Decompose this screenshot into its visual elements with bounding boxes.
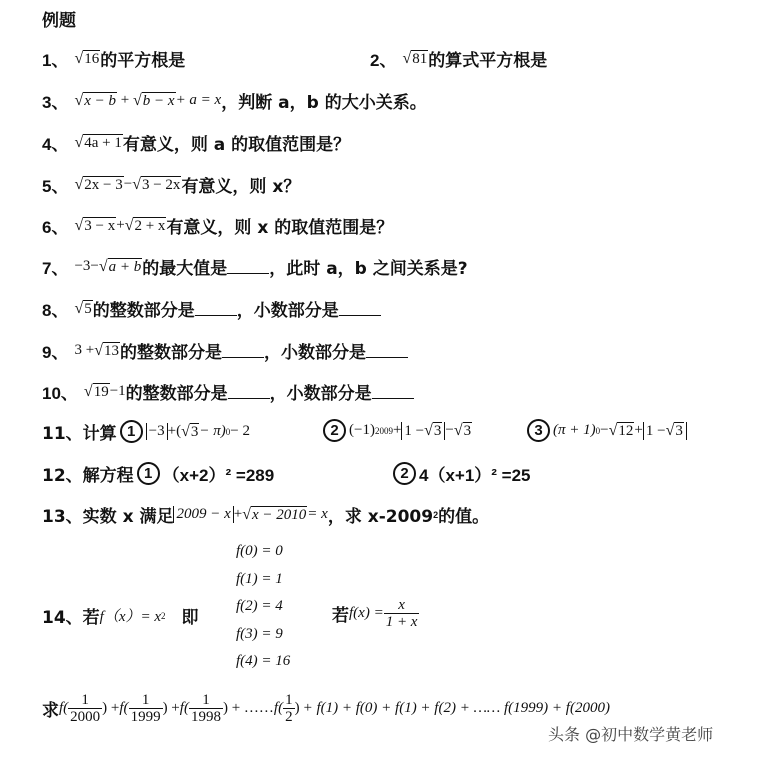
- operator: −: [600, 422, 609, 438]
- q7-text-a: 的最大值是: [142, 259, 228, 279]
- numerator: 1: [202, 692, 210, 708]
- fraction: [68, 692, 102, 725]
- sqrt-expression: √ 3 − x: [74, 216, 116, 234]
- question-14: [42, 603, 199, 628]
- function-call: f(: [59, 700, 69, 716]
- question-6: [42, 213, 393, 238]
- sqrt-expression: √ b − x: [133, 91, 175, 109]
- q13-text-a: 实数 x 满足: [82, 507, 174, 527]
- fraction: [189, 692, 223, 725]
- answer-blank[interactable]: [366, 343, 408, 358]
- question-2: [370, 46, 547, 71]
- q1-text: 的平方根是: [100, 51, 186, 71]
- circled-number-2: 2: [323, 419, 346, 442]
- radicand: 81: [412, 50, 428, 67]
- question-13: [42, 502, 489, 527]
- q4-number: 4、: [42, 135, 69, 154]
- sqrt-expression: √ 13: [94, 341, 119, 359]
- sqrt-expression: √ 3: [665, 421, 683, 439]
- sqrt-expression: √ 5: [74, 299, 92, 317]
- function-value: f(2) = 4: [236, 598, 283, 614]
- abs-value: −3: [146, 423, 168, 440]
- radicand: 2x − 3: [84, 176, 123, 193]
- abs-value: [643, 422, 687, 440]
- sqrt-expression: √ 2 + x: [124, 216, 166, 234]
- question-8: [42, 296, 381, 321]
- q5-number: 5、: [42, 177, 69, 196]
- exponent: 2009: [374, 425, 393, 436]
- function-call: f(: [273, 700, 284, 716]
- denominator: 1 + x: [385, 614, 418, 630]
- expression: − 2: [230, 423, 250, 439]
- denominator: 2000: [70, 709, 101, 725]
- radicand: 3 − x: [84, 217, 116, 234]
- q12-label: 解方程: [82, 466, 134, 486]
- question-11-part-3: [524, 419, 687, 442]
- operator: +: [634, 422, 643, 438]
- q8-text-a: 的整数部分是: [92, 301, 195, 321]
- numerator: x: [398, 597, 405, 613]
- sqrt-expression: √ 3 − 2x: [132, 175, 181, 193]
- q6-text: 有意义，则 x 的取值范围是？: [166, 218, 394, 238]
- q2-number: 2、: [370, 51, 397, 70]
- operator: +: [392, 422, 402, 438]
- operator: ) +: [162, 700, 180, 716]
- radicand: 3: [463, 422, 472, 439]
- question-10: [42, 379, 414, 404]
- q9-prefix: 3 +: [74, 342, 95, 358]
- denominator: 2: [285, 709, 293, 725]
- operator: +: [116, 217, 125, 233]
- exponent: 0: [225, 426, 231, 437]
- q10-suffix: −1: [109, 383, 126, 399]
- exponent: 2: [433, 509, 439, 520]
- equation-1: （x+2）² =289: [162, 466, 275, 485]
- abs-value: 2009 − x: [173, 506, 233, 523]
- function-value: f(1) = 1: [236, 570, 283, 587]
- q7-number: 7、: [42, 259, 69, 278]
- radicand: b − x: [142, 92, 175, 109]
- expression: (π + 1): [553, 422, 596, 438]
- q12-number: 12、: [42, 466, 83, 486]
- q14-ruo-2: 若: [332, 606, 349, 626]
- q2-text: 的算式平方根是: [428, 51, 548, 71]
- q9-text-b: ，小数部分是: [263, 343, 366, 363]
- q1-number: 1、: [42, 51, 69, 70]
- q8-number: 8、: [42, 301, 69, 320]
- watermark: 头条 @初中数学黄老师: [548, 725, 714, 744]
- answer-blank[interactable]: [228, 384, 270, 399]
- q3-number: 3、: [42, 93, 69, 112]
- q14-number: 14、: [42, 608, 83, 628]
- sqrt-expression: √ 3: [453, 421, 472, 439]
- question-1: [42, 46, 185, 71]
- q11-label: 计算: [82, 424, 117, 444]
- q11-number: 11、: [42, 424, 83, 444]
- q6-number: 6、: [42, 218, 69, 237]
- operator: +: [233, 506, 243, 522]
- q3-text: ，判断 a，b 的大小关系。: [221, 93, 427, 113]
- denominator: 1999: [130, 709, 161, 725]
- expression: 1 −: [645, 422, 666, 439]
- q10-text-b: ，小数部分是: [269, 384, 372, 404]
- numerator: 1: [141, 692, 150, 708]
- sqrt-expression: √ x − b: [74, 91, 117, 109]
- question-3: 3、 √ x − b + √ b − x + a = x ，判断 a，b 的大小关系。: [42, 88, 427, 113]
- q4-text: 有意义，则 a 的取值范围是？: [122, 135, 351, 155]
- q13-number: 13、: [42, 507, 83, 527]
- q10-text-a: 的整数部分是: [125, 384, 228, 404]
- abs-value: [401, 422, 445, 440]
- radicand: x − b: [84, 92, 117, 109]
- sqrt-expression: √ a + b: [98, 257, 142, 275]
- sqrt-expression: √ 3: [181, 422, 199, 440]
- q9-text-a: 的整数部分是: [119, 343, 222, 363]
- q10-number: 10、: [42, 384, 78, 403]
- q14-ji: 即: [181, 608, 199, 628]
- circled-number-1: 1: [137, 462, 160, 485]
- page-title: [42, 6, 76, 31]
- sqrt-expression: √ 12: [608, 421, 634, 439]
- function-def-2: f(x) =: [349, 605, 384, 621]
- question-12: [42, 461, 274, 486]
- fraction: [283, 692, 295, 725]
- answer-blank[interactable]: [339, 301, 381, 316]
- exponent: 2: [161, 610, 166, 621]
- sqrt-expression: √ 16: [74, 49, 100, 67]
- q3-tail: + a = x: [175, 92, 222, 108]
- fraction: [129, 692, 163, 725]
- question-4: [42, 130, 350, 155]
- sqrt-expression: √ 3: [424, 421, 442, 439]
- radicand: 4a + 1: [84, 134, 122, 151]
- radicand: 2 + x: [134, 217, 166, 234]
- circled-number-2: 2: [393, 462, 416, 485]
- expression: − π): [199, 423, 226, 439]
- fraction: [384, 597, 420, 630]
- radicand: 5: [84, 300, 92, 317]
- sqrt-expression: √ 19: [83, 382, 109, 400]
- function-call: f(: [179, 700, 189, 716]
- question-12-part-2: [390, 461, 531, 486]
- radicand: 3 − 2x: [141, 176, 181, 193]
- question-11: [42, 419, 250, 444]
- q13-text-c: 的值。: [438, 507, 490, 527]
- function-value: f(0) = 0: [236, 543, 283, 559]
- numerator: 1: [285, 692, 293, 708]
- equals-x: = x: [307, 506, 328, 522]
- answer-blank[interactable]: [227, 259, 269, 274]
- equation-2: 4（x+1）² =25: [419, 466, 531, 485]
- sqrt-expression: √ 4a + 1: [74, 133, 122, 151]
- circled-number-1: 1: [120, 420, 143, 443]
- sqrt-expression: √ 2x − 3: [74, 175, 123, 193]
- operator: ) + ……: [222, 700, 274, 716]
- operator: ) +: [102, 700, 120, 716]
- final-qiu: 求: [42, 701, 59, 721]
- denominator: 1998: [190, 709, 221, 725]
- q7-text-b: ，此时 a，b 之间关系是?: [269, 259, 468, 279]
- question-11-part-2: [320, 419, 472, 442]
- answer-blank[interactable]: [372, 384, 414, 399]
- question-14-part-2: [332, 597, 419, 630]
- radicand: 3: [190, 423, 199, 440]
- question-5: [42, 172, 300, 197]
- q14-ruo: 若: [82, 608, 100, 628]
- q5-text: 有意义，则 x？: [181, 177, 301, 197]
- question-7: [42, 254, 468, 279]
- radicand: 3: [433, 422, 442, 439]
- function-value: f(3) = 9: [236, 625, 283, 642]
- function-def: f（x）= x: [99, 609, 162, 625]
- sqrt-expression: √ x − 2010: [242, 505, 307, 523]
- function-value: f(4) = 16: [236, 653, 291, 669]
- radicand: 12: [618, 422, 634, 439]
- sqrt-expression: √ 81: [402, 49, 428, 67]
- radicand: x − 2010: [252, 506, 307, 523]
- sum-rest: + f(1) + f(0) + f(1) + f(2) + …… f(1999) + f(2000): [302, 700, 610, 716]
- question-9: [42, 338, 408, 363]
- exponent: 0: [595, 425, 601, 436]
- final-question: [42, 692, 610, 725]
- q8-text-b: ，小数部分是: [236, 301, 339, 321]
- circled-number-3: 3: [527, 419, 550, 442]
- radicand: 3: [675, 422, 683, 439]
- radicand: a + b: [108, 258, 142, 275]
- answer-blank[interactable]: [195, 301, 237, 316]
- radicand: 16: [84, 50, 100, 67]
- expression: (−1): [349, 422, 375, 438]
- function-call: f(: [119, 700, 129, 716]
- radicand: 19: [93, 383, 109, 400]
- title-text: 例题: [42, 11, 76, 31]
- function-values-list: [236, 538, 290, 676]
- operator: ): [294, 700, 300, 716]
- q7-prefix: −3−: [74, 258, 99, 274]
- numerator: 1: [81, 692, 89, 708]
- q13-text-b: ，求 x-2009: [327, 507, 434, 527]
- q9-number: 9、: [42, 343, 69, 362]
- expression: 1 −: [404, 422, 425, 439]
- radicand: 13: [103, 342, 119, 359]
- operator: +(: [167, 423, 182, 439]
- operator: −: [445, 422, 454, 438]
- answer-blank[interactable]: [222, 343, 264, 358]
- operator: −: [123, 176, 133, 192]
